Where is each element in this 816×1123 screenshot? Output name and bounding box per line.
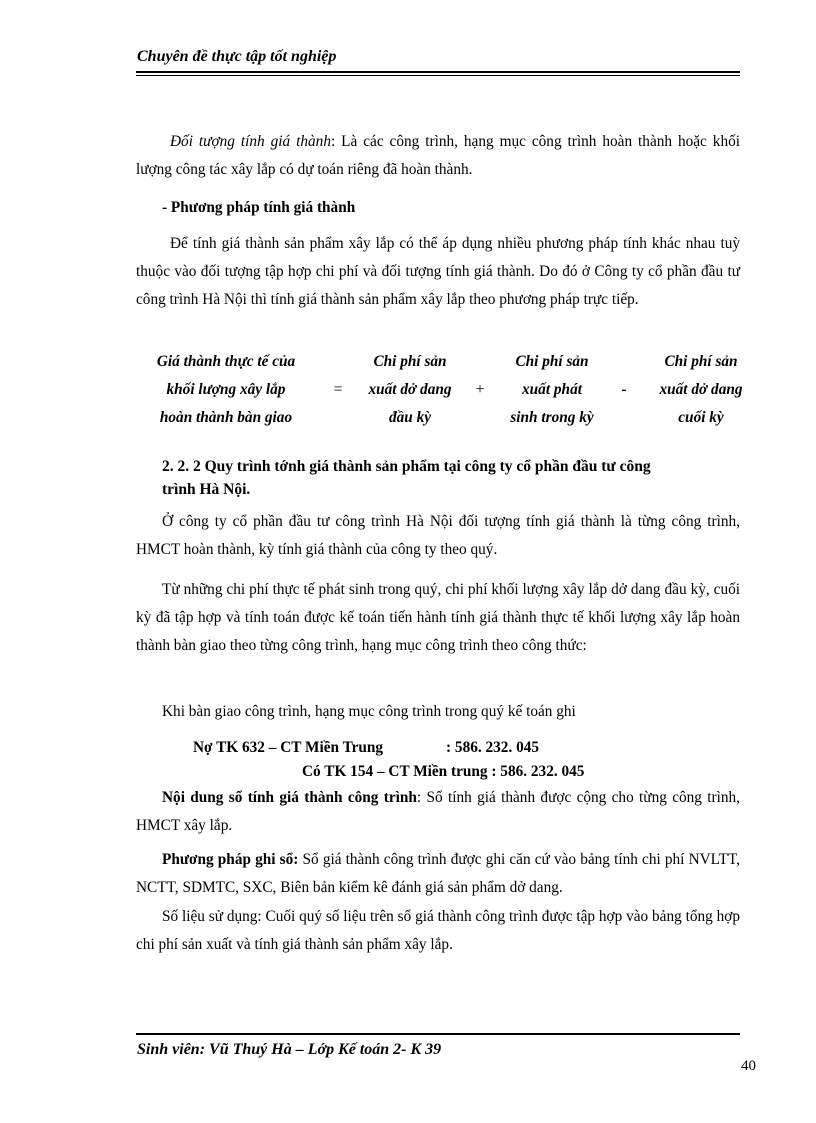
formula-term-opening-wip (352, 348, 468, 432)
formula-line: sinh trong kỳ (510, 409, 594, 426)
formula-term-actual-cost (138, 348, 314, 432)
entry-debit-label: Nợ TK 632 – CT Miền Trung (193, 739, 384, 756)
formula-line: khối lượng xây lắp (166, 381, 286, 398)
formula-line: Giá thành thực tế của (156, 353, 296, 370)
page-footer-author: Sinh viên: Vũ Thuý Hà – Lớp Kế toán 2- K 39 (137, 1041, 442, 1058)
paragraph-data-used: Số liệu sử dụng: Cuối quý số liệu trên sổ giá thành công trình được tập hợp vào bảng tổng hợp chi phí sản xuất và tính giá thành sản phẩm xây lắp. (136, 908, 740, 953)
section-heading-process-line2: trình Hà Nội. (162, 481, 251, 498)
paragraph-text: Sổ giá thành công trình được ghi căn cứ vào bảng tính chi phí NVLTT, NCTT, SDMTC, SXC, Biên bản kiểm kê đánh giá sản phẩm dở dang. (136, 851, 740, 896)
formula-equals: = (333, 381, 343, 398)
formula-line: Chi phí sản (664, 353, 738, 370)
formula-line: hoàn thành bàn giao (159, 409, 293, 426)
term-cost-object: Đối tượng tính giá thành (170, 133, 331, 150)
header-rule-thin (136, 75, 740, 76)
formula-line: xuất phát (522, 381, 582, 398)
paragraph-recording-method (136, 846, 740, 902)
formula-line: Chi phí sản (515, 353, 589, 370)
paragraph-text: : Là các công trình, hạng mục công trình hoàn thành hoặc khối lượng công tác xây lắp có dự toán riêng đã hoàn thành. (136, 133, 740, 178)
paragraph-text: : Sổ tính giá thành được cộng cho từng công trình, HMCT xây lắp. (136, 789, 740, 834)
section-heading-method: - Phương pháp tính giá thành (162, 199, 356, 216)
page-header-title: Chuyên đề thực tập tốt nghiệp (137, 48, 337, 65)
entry-credit: Có TK 154 – CT Miền trung : 586. 232. 045 (302, 763, 585, 780)
paragraph-method: Để tính giá thành sản phẩm xây lắp có thể áp dụng nhiều phương pháp tính khác nhau tuỳ thuộc vào đối tượng tập hợp chi phí và đối tượng tính giá thành. Do đó ở Công ty cổ phần đầu tư công trình Hà Nội thì tính giá thành sản phẩm xây lắp theo phương pháp trực tiếp. (136, 235, 740, 308)
term-ledger-content: Nội dung sổ tính giá thành công trình (162, 789, 417, 806)
paragraph-ledger-content (136, 784, 740, 840)
paragraph-handover: Khi bàn giao công trình, hạng mục công trình trong quý kế toán ghi (162, 703, 576, 720)
formula-minus: - (621, 381, 627, 398)
formula-line: Chi phí sản (373, 353, 447, 370)
formula-line: đầu kỳ (388, 409, 432, 426)
formula-term-period-cost (494, 348, 610, 432)
formula-line: xuất dở dang (368, 381, 452, 398)
header-rule (136, 71, 740, 73)
entry-debit-value: : 586. 232. 045 (446, 739, 540, 756)
section-heading-process-line1: 2. 2. 2 Quy trình tớnh giá thành sản phẩm tại công ty cổ phần đầu tư công (162, 458, 651, 475)
paragraph-calculation: Từ những chi phí thực tế phát sinh trong quý, chi phí khối lượng xây lắp dở dang đầu kỳ, cuối kỳ đã tập hợp và tính toán được kế toán tiến hành tính giá thành thực tế khối lượng xây lắp hoàn thành bàn giao theo từng công trình, hạng mục công trình theo công thức: (136, 581, 740, 654)
formula-line: cuối kỳ (678, 409, 724, 426)
paragraph-cost-object (136, 128, 740, 184)
paragraph-cost-unit: Ở công ty cổ phần đầu tư công trình Hà Nội đối tượng tính giá thành là từng công trình, HMCT hoàn thành, kỳ tính giá thành của công ty theo quý. (136, 513, 740, 558)
formula-term-closing-wip (643, 348, 759, 432)
formula-line: xuất dở dang (659, 381, 743, 398)
page-number: 40 (741, 1058, 756, 1074)
formula-plus: + (475, 381, 485, 398)
term-recording-method: Phương pháp ghi sổ: (162, 851, 299, 868)
footer-rule (136, 1033, 740, 1035)
